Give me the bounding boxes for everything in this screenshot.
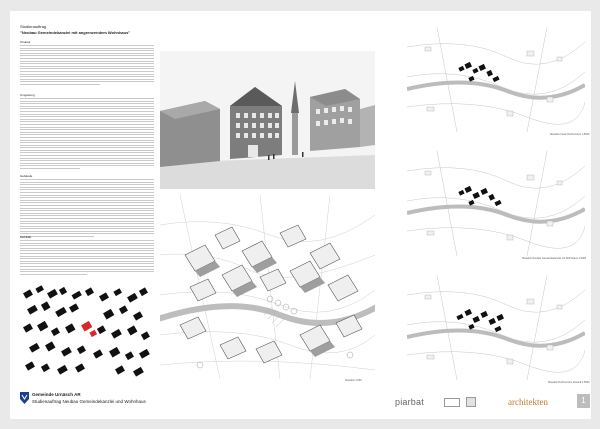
situation-map-new [407,151,585,256]
figure-ground-plan [20,285,154,377]
text-block-1 [20,45,154,87]
logo-seal-icon [444,398,460,407]
page-number: 1 [581,396,586,405]
logo-architekten: architekten [508,397,548,407]
map3-caption: Situation Dorfzentrum Zukunft 1:5000 [548,381,590,384]
text-block-4 [20,240,154,276]
section-heading-3: Gebäude [20,174,33,178]
map1-caption: Situation heute Dorfzentrum 1:5000 [550,133,590,136]
section-heading-1: Struktur [20,40,31,44]
site-plan-caption: Situation 1:500 [345,379,362,382]
site-plan-drawing [160,195,375,379]
section-heading-2: Umgebung [20,93,35,97]
elevation-drawing [160,51,375,189]
section-heading-4: Mobilität [20,235,32,239]
text-block-2 [20,98,154,171]
header-label: Studienauftrag [20,24,47,29]
header-title: "Neubau Gemeindekanzlei mit angrenzendem Wohnhaus" [20,30,131,35]
map2-caption: Situation Neubau Gemeindekanzlei mit Wohnhaus 1:5000 [522,257,587,260]
logo-piarbat: piarbat [395,397,424,407]
coat-of-arms-icon [20,392,29,404]
page-number-box [577,394,590,408]
logo-emblem-icon [466,397,476,407]
presentation-sheet [10,11,591,419]
text-block-3 [20,179,154,239]
footer-subtitle: Studienauftrag Neubau Gemeindekanzlei und Wohnhaus [32,399,146,404]
situation-map-future [407,275,585,380]
situation-map-today [407,27,585,132]
municipality-name: Gemeinde Urnäsch AR [32,392,81,397]
